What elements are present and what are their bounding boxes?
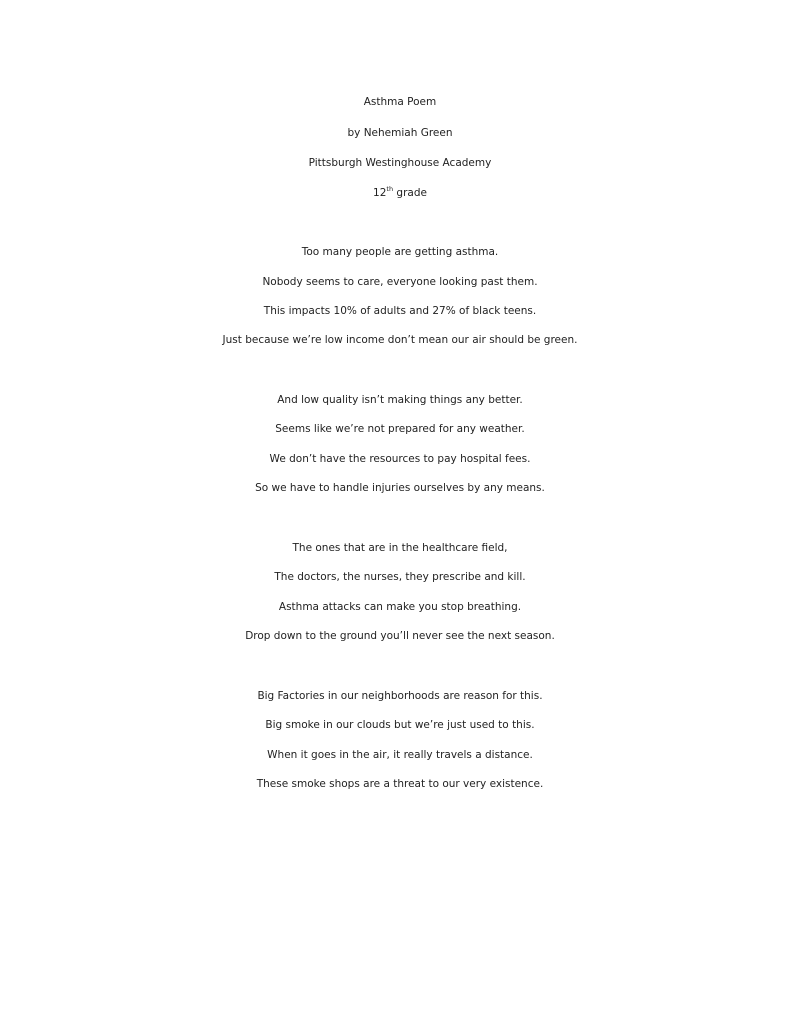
poem-line: The ones that are in the healthcare field, — [292, 542, 508, 554]
poem-line: Nobody seems to care, everyone looking past them. — [262, 276, 538, 288]
school-name: Pittsburgh Westinghouse Academy — [308, 157, 492, 169]
poem-line: And low quality isn’t making things any better. — [277, 394, 523, 406]
poem-line: We don’t have the resources to pay hospital fees. — [269, 453, 531, 465]
poem-line: This impacts 10% of adults and 27% of black teens. — [263, 305, 537, 317]
poem-line: Seems like we’re not prepared for any weather. — [275, 423, 525, 435]
poem-author: by Nehemiah Green — [347, 127, 453, 139]
poem-line: So we have to handle injuries ourselves by any means. — [255, 482, 545, 494]
grade-number: 12 — [373, 187, 387, 199]
poem-title: Asthma Poem — [363, 96, 437, 108]
poem-line: These smoke shops are a threat to our very existence. — [256, 778, 544, 790]
poem-line: Big smoke in our clouds but we’re just used to this. — [265, 719, 535, 731]
poem-line: Just because we’re low income don’t mean our air should be green. — [222, 334, 578, 346]
poem-line: Drop down to the ground you’ll never see the next season. — [245, 630, 555, 642]
poem-line: When it goes in the air, it really travels a distance. — [267, 749, 533, 761]
poem-line: Big Factories in our neighborhoods are reason for this. — [257, 690, 543, 702]
grade-word: grade — [393, 187, 427, 199]
grade-suffix: th — [386, 185, 394, 193]
grade-level — [0, 186, 800, 200]
poem-line: Too many people are getting asthma. — [301, 246, 499, 258]
poem-line: Asthma attacks can make you stop breathing. — [278, 601, 522, 613]
poem-line: The doctors, the nurses, they prescribe and kill. — [274, 571, 526, 583]
